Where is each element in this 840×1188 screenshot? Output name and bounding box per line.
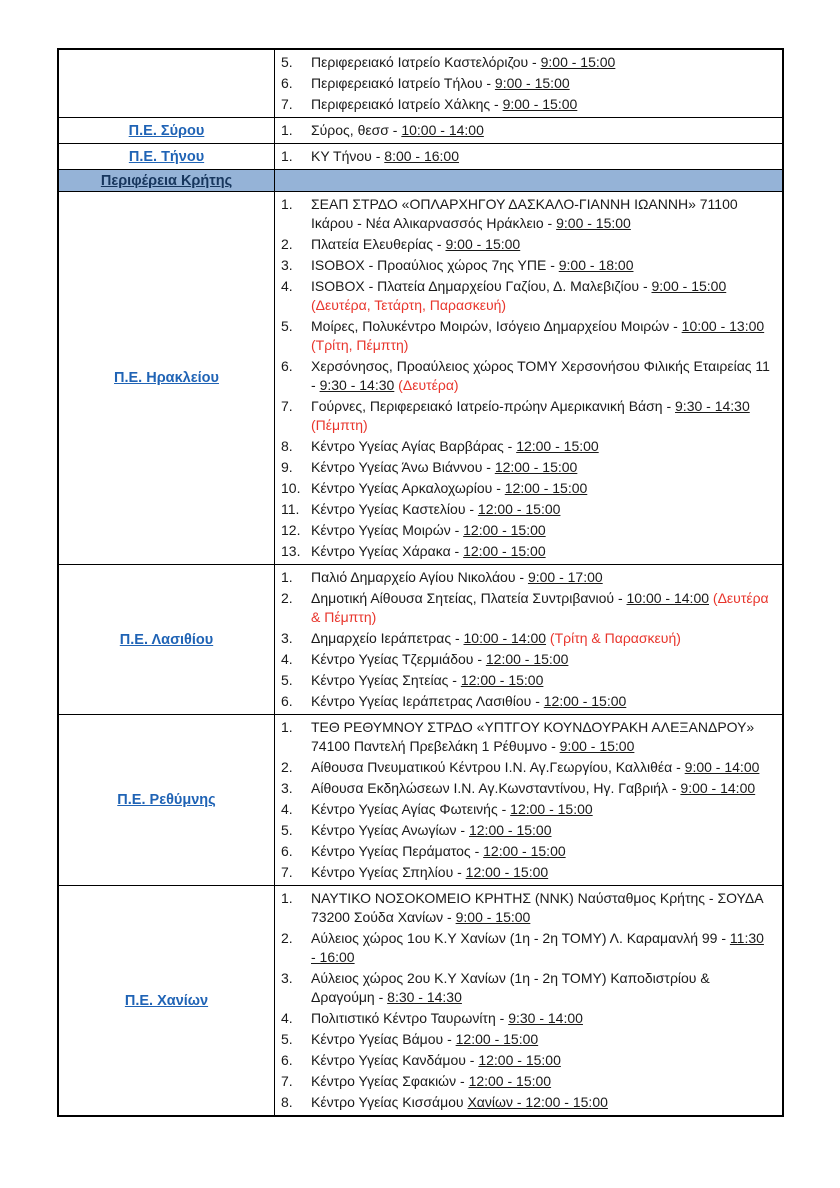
list-item <box>281 277 770 315</box>
list-item <box>281 718 770 756</box>
list-item <box>281 889 770 927</box>
list-item <box>281 589 770 627</box>
region-link-chanion[interactable]: Π.Ε. Χανίων <box>124 992 209 1009</box>
region-cell <box>59 565 275 714</box>
location-text: Κέντρο Υγείας Καστελίου - <box>311 501 478 517</box>
location-text: Περιφερειακό Ιατρείο Χάλκης - <box>311 96 503 112</box>
list-item-text <box>311 121 770 140</box>
hours-text: 9:00 - 15:00 <box>556 215 631 231</box>
list-item <box>281 758 770 777</box>
list-item-text <box>311 889 770 927</box>
hours-text: 9:00 - 15:00 <box>445 236 521 252</box>
list-item <box>281 195 770 233</box>
list-item-number: 5. <box>281 54 293 70</box>
hours-text: 9:00 - 15:00 <box>455 909 531 925</box>
location-text: Αίθουσα Εκδηλώσεων Ι.Ν. Αγ.Κωνσταντίνου, Ηγ. Γαβριήλ - <box>311 780 681 796</box>
list-item <box>281 317 770 355</box>
list-item <box>281 671 770 690</box>
list-item-text <box>311 521 770 540</box>
list-item <box>281 95 770 114</box>
list-item <box>281 842 770 861</box>
list-item-number: 4. <box>281 651 293 667</box>
list-item-number: 5. <box>281 1031 293 1047</box>
hours-text: 12:00 - 15:00 <box>485 651 569 667</box>
hours-text: Χανίων - 12:00 - 15:00 <box>467 1094 608 1110</box>
list-item <box>281 1072 770 1091</box>
list-item-number: 1. <box>281 569 293 585</box>
list-item-number: 7. <box>281 864 293 880</box>
list-item-number: 3. <box>281 257 293 273</box>
list-item-text <box>311 277 770 315</box>
hours-text: 9:00 - 14:00 <box>684 759 760 775</box>
section-header-cell <box>59 170 275 191</box>
list-item-number: 13. <box>281 543 301 559</box>
region-cell <box>59 715 275 885</box>
hours-text: 12:00 - 15:00 <box>494 459 578 475</box>
list-item-text <box>311 147 770 166</box>
list-item <box>281 929 770 967</box>
location-text: Κέντρο Υγείας Σητείας - <box>311 672 461 688</box>
region-cell <box>59 886 275 1115</box>
hours-text: 9:00 - 15:00 <box>559 738 635 754</box>
list-item <box>281 147 770 166</box>
location-text: Παλιό Δημαρχείο Αγίου Νικολάου - <box>311 569 528 585</box>
location-text: Γούρνες, Περιφερειακό Ιατρείο-πρώην Αμερικανική Βάση - <box>311 398 676 414</box>
list-item <box>281 1093 770 1112</box>
list-item-text <box>311 500 770 519</box>
list-item-text <box>311 53 770 72</box>
table-row <box>59 885 782 1115</box>
list-item <box>281 521 770 540</box>
list-item-number: 8. <box>281 1094 293 1110</box>
list-item-text <box>311 479 770 498</box>
table-row <box>59 143 782 169</box>
list-item-number: 1. <box>281 122 293 138</box>
days-note: (Δευτέρα) <box>394 377 459 393</box>
location-text: ΤΕΘ ΡΕΘΥΜΝΟΥ ΣΤΡΔΟ «ΥΠΤΓΟΥ ΚΟΥΝΔΟΥΡΑΚΗ ΑΛΕΞΑΝΔΡΟΥ» 74100 Παντελή Πρεβελάκη 1 Ρέθυμνο - <box>311 719 755 754</box>
list-item <box>281 629 770 648</box>
hours-text: 9:30 - 14:30 <box>319 377 395 393</box>
days-note: (Δευτέρα, Τετάρτη, Παρασκευή) <box>311 297 507 313</box>
days-note: (Δευτέρα & Πέμπτη) <box>311 590 769 625</box>
list-item-number: 5. <box>281 672 293 688</box>
list-item-number: 4. <box>281 801 293 817</box>
list-item-number: 1. <box>281 148 293 164</box>
list-item-text <box>311 863 770 882</box>
location-text: ΝΑΥΤΙΚΟ ΝΟΣΟΚΟΜΕΙΟ ΚΡΗΤΗΣ (ΝΝΚ) Ναύσταθμος Κρήτης - ΣΟΥΔΑ 73200 Σούδα Χανίων - <box>311 890 763 925</box>
locations-list <box>281 568 770 711</box>
location-text: Χερσόνησος, Προαύλειος χώρος ΤΟΜΥ Χερσονήσου Φιλικής Εταιρείας 11 - <box>311 358 770 393</box>
list-item-text <box>311 458 770 477</box>
location-text: Κέντρο Υγείας Αγίας Βαρβάρας - <box>311 438 517 454</box>
list-item-text <box>311 589 770 627</box>
locations-list <box>281 718 770 882</box>
list-item-number: 7. <box>281 96 293 112</box>
location-text: Περιφερειακό Ιατρείο Τήλου - <box>311 75 495 91</box>
hours-text: 12:00 - 15:00 <box>465 864 549 880</box>
list-item-text <box>311 95 770 114</box>
locations-cell <box>275 144 782 169</box>
list-item-text <box>311 195 770 233</box>
location-text: Κέντρο Υγείας Κισσάμου <box>311 1094 468 1110</box>
list-item-number: 2. <box>281 590 293 606</box>
location-text: Κέντρο Υγείας Τζερμιάδου - <box>311 651 486 667</box>
list-item-number: 9. <box>281 459 293 475</box>
list-item-text <box>311 758 770 777</box>
list-item <box>281 1051 770 1070</box>
list-item-number: 5. <box>281 318 293 334</box>
hours-text: 10:00 - 14:00 <box>401 122 484 138</box>
location-text: Κέντρο Υγείας Κανδάμου - <box>311 1052 479 1068</box>
hours-text: 11:30 - 16:00 <box>311 930 764 965</box>
region-link-rethymnis[interactable]: Π.Ε. Ρεθύμνης <box>117 792 216 808</box>
list-item-text <box>311 969 770 1007</box>
list-item <box>281 969 770 1007</box>
hours-text: 9:00 - 18:00 <box>558 257 634 273</box>
location-text: Κέντρο Υγείας Άνω Βιάννου - <box>311 459 495 475</box>
list-item <box>281 121 770 140</box>
list-item-text <box>311 800 770 819</box>
location-text: ΣΕΑΠ ΣΤΡΔΟ «ΟΠΛΑΡΧΗΓΟΥ ΔΑΣΚΑΛΟ-ΓΙΑΝΝΗ ΙΩΑΝΝΗ» 71100 Ικάρου - Νέα Αλικαρνασσός Ηράκλειο - <box>311 196 738 231</box>
list-item-number: 7. <box>281 1073 293 1089</box>
hours-text: 9:00 - 17:00 <box>527 569 603 585</box>
list-item-text <box>311 568 770 587</box>
list-item-text <box>311 842 770 861</box>
locations-cell <box>275 886 782 1115</box>
list-item-number: 10. <box>281 480 301 496</box>
locations-list <box>281 195 770 561</box>
region-cell <box>59 118 275 143</box>
list-item-number: 2. <box>281 930 293 946</box>
list-item-number: 6. <box>281 75 293 91</box>
list-item-number: 1. <box>281 719 293 735</box>
location-text: Κέντρο Υγείας Αρκαλοχωρίου - <box>311 480 505 496</box>
location-text: Κέντρο Υγείας Χάρακα - <box>311 543 464 559</box>
list-item <box>281 357 770 395</box>
location-text: Σύρος, θεσσ - <box>311 122 402 138</box>
list-item <box>281 800 770 819</box>
hours-text: 9:00 - 15:00 <box>494 75 570 91</box>
hours-text: 12:00 - 15:00 <box>516 438 599 454</box>
days-note: (Πέμπτη) <box>311 417 368 433</box>
list-item-text <box>311 1072 770 1091</box>
list-item <box>281 821 770 840</box>
hours-text: 9:00 - 15:00 <box>502 96 578 112</box>
hours-text: 10:00 - 14:00 <box>463 630 547 646</box>
list-item-text <box>311 1030 770 1049</box>
list-item <box>281 779 770 798</box>
list-item-text <box>311 929 770 967</box>
list-item-number: 11. <box>281 501 300 517</box>
hours-text: 9:30 - 14:00 <box>508 1010 583 1026</box>
list-item-number: 5. <box>281 822 293 838</box>
table-row <box>59 117 782 143</box>
hours-text: 8:30 - 14:30 <box>387 989 462 1005</box>
hours-text: 9:00 - 15:00 <box>540 54 616 70</box>
location-text: Μοίρες, Πολυκέντρο Μοιρών, Ισόγειο Δημαρχείου Μοιρών - <box>311 318 682 334</box>
location-text: Δημαρχείο Ιεράπετρας - <box>311 630 464 646</box>
location-text: Κέντρο Υγείας Βάμου - <box>311 1031 456 1047</box>
hours-text: 12:00 - 15:00 <box>504 480 588 496</box>
location-text: Κέντρο Υγείας Ιεράπετρας Λασιθίου - <box>311 693 544 709</box>
list-item-text <box>311 397 770 435</box>
section-header-spacer <box>275 170 782 191</box>
list-item <box>281 458 770 477</box>
locations-cell <box>275 192 782 564</box>
locations-list <box>281 889 770 1112</box>
hours-text: 12:00 - 15:00 <box>510 801 593 817</box>
region-cell <box>59 144 275 169</box>
list-item-text <box>311 317 770 355</box>
hours-text: 12:00 - 15:00 <box>460 672 544 688</box>
location-text: Πλατεία Ελευθερίας - <box>311 236 446 252</box>
hours-text: 12:00 - 15:00 <box>543 693 627 709</box>
hours-text: 12:00 - 15:00 <box>463 543 546 559</box>
list-item-text <box>311 437 770 456</box>
hours-text: 12:00 - 15:00 <box>468 1073 552 1089</box>
list-item-text <box>311 542 770 561</box>
hours-text: 9:30 - 14:30 <box>675 398 750 414</box>
list-item <box>281 542 770 561</box>
location-text: Κέντρο Υγείας Ανωγίων - <box>311 822 469 838</box>
location-text: Κέντρο Υγείας Σφακιών - <box>311 1073 469 1089</box>
list-item-text <box>311 821 770 840</box>
list-item-text <box>311 629 770 648</box>
list-item-number: 3. <box>281 780 293 796</box>
locations-list <box>281 121 770 140</box>
list-item-text <box>311 1051 770 1070</box>
table-row <box>59 50 782 117</box>
list-item-text <box>311 256 770 275</box>
region-link-syrou[interactable]: Π.Ε. Σύρου <box>128 122 205 139</box>
location-text: Κέντρο Υγείας Σπηλίου - <box>311 864 466 880</box>
list-item-number: 6. <box>281 358 293 374</box>
table-row <box>59 564 782 714</box>
list-item-number: 4. <box>281 1010 293 1026</box>
list-item <box>281 74 770 93</box>
hours-text: 12:00 - 15:00 <box>477 501 561 517</box>
section-header-label: Περιφέρεια Κρήτης <box>100 172 233 189</box>
list-item-text <box>311 74 770 93</box>
hours-text: 9:00 - 15:00 <box>651 278 727 294</box>
location-text: Κέντρο Υγείας Περάματος - <box>311 843 484 859</box>
days-note: (Τρίτη, Πέμπτη) <box>311 337 409 353</box>
hours-text: 12:00 - 15:00 <box>478 1052 561 1068</box>
location-text: Κέντρο Υγείας Μοιρών - <box>311 522 464 538</box>
region-cell <box>59 192 275 564</box>
list-item-text <box>311 718 770 756</box>
list-item <box>281 1030 770 1049</box>
list-item <box>281 53 770 72</box>
location-text: Περιφερειακό Ιατρείο Καστελόριζου - <box>311 54 541 70</box>
locations-cell <box>275 50 782 117</box>
hours-text: 8:00 - 16:00 <box>384 148 460 164</box>
list-item-number: 4. <box>281 278 293 294</box>
locations-cell <box>275 715 782 885</box>
region-link-lasithiou[interactable]: Π.Ε. Λασιθίου <box>119 631 214 648</box>
hours-text: 10:00 - 13:00 <box>681 318 765 334</box>
list-item-text <box>311 1009 770 1028</box>
list-item <box>281 1009 770 1028</box>
location-text: Αύλειος χώρος 2ου Κ.Υ Χανίων (1η - 2η ΤΟΜΥ) Καποδιστρίου & Δραγούμη - <box>311 970 710 1005</box>
list-item-number: 6. <box>281 1052 293 1068</box>
table-row <box>59 191 782 564</box>
locations-list <box>281 53 770 114</box>
list-item-number: 2. <box>281 236 293 252</box>
location-text: ISOBOX - Προαύλιος χώρος 7ης ΥΠΕ - <box>311 257 559 273</box>
list-item-text <box>311 650 770 669</box>
list-item-number: 7. <box>281 398 293 414</box>
hours-text: 9:00 - 14:00 <box>680 780 756 796</box>
location-text: Πολιτιστικό Κέντρο Ταυρωνίτη - <box>311 1010 509 1026</box>
list-item <box>281 397 770 435</box>
region-cell <box>59 50 275 117</box>
list-item-number: 3. <box>281 630 293 646</box>
hours-text: 12:00 - 15:00 <box>483 843 566 859</box>
list-item <box>281 500 770 519</box>
location-text: Κέντρο Υγείας Αγίας Φωτεινής - <box>311 801 511 817</box>
location-text: Δημοτική Αίθουσα Σητείας, Πλατεία Συντριβανιού - <box>311 590 627 606</box>
health-units-schedule-table <box>57 48 784 1117</box>
table-row <box>59 714 782 885</box>
location-text: ΚΥ Τήνου - <box>311 148 385 164</box>
list-item-text <box>311 357 770 395</box>
list-item-number: 1. <box>281 890 293 906</box>
list-item-text <box>311 1093 770 1112</box>
location-text: ISOBOX - Πλατεία Δημαρχείου Γαζίου, Δ. Μαλεβιζίου - <box>311 278 652 294</box>
locations-cell <box>275 118 782 143</box>
days-note: (Τρίτη & Παρασκευή) <box>546 630 681 646</box>
hours-text: 12:00 - 15:00 <box>455 1031 539 1047</box>
list-item <box>281 650 770 669</box>
hours-text: 12:00 - 15:00 <box>468 822 552 838</box>
list-item-text <box>311 671 770 690</box>
list-item-number: 6. <box>281 843 293 859</box>
hours-text: 12:00 - 15:00 <box>463 522 546 538</box>
list-item-number: 1. <box>281 196 293 212</box>
list-item <box>281 863 770 882</box>
hours-text: 10:00 - 14:00 <box>626 590 710 606</box>
list-item-text <box>311 779 770 798</box>
list-item-number: 6. <box>281 693 293 709</box>
region-link-irakleiou[interactable]: Π.Ε. Ηρακλείου <box>114 370 219 386</box>
list-item-text <box>311 692 770 711</box>
list-item-number: 2. <box>281 759 293 775</box>
list-item <box>281 235 770 254</box>
location-text: Αίθουσα Πνευματικού Κέντρου Ι.Ν. Αγ.Γεωργίου, Καλλιθέα - <box>311 759 685 775</box>
section-header-row <box>59 169 782 191</box>
list-item-number: 3. <box>281 970 293 986</box>
list-item-number: 8. <box>281 438 293 454</box>
list-item <box>281 568 770 587</box>
region-link-tinou[interactable]: Π.Ε. Τήνου <box>128 148 205 165</box>
list-item <box>281 692 770 711</box>
list-item-text <box>311 235 770 254</box>
list-item <box>281 479 770 498</box>
location-text: Αύλειος χώρος 1ου Κ.Υ Χανίων (1η - 2η ΤΟΜΥ) Λ. Καραμανλή 99 - <box>311 930 730 946</box>
list-item <box>281 437 770 456</box>
list-item-number: 12. <box>281 522 301 538</box>
list-item <box>281 256 770 275</box>
locations-list <box>281 147 770 166</box>
locations-cell <box>275 565 782 714</box>
